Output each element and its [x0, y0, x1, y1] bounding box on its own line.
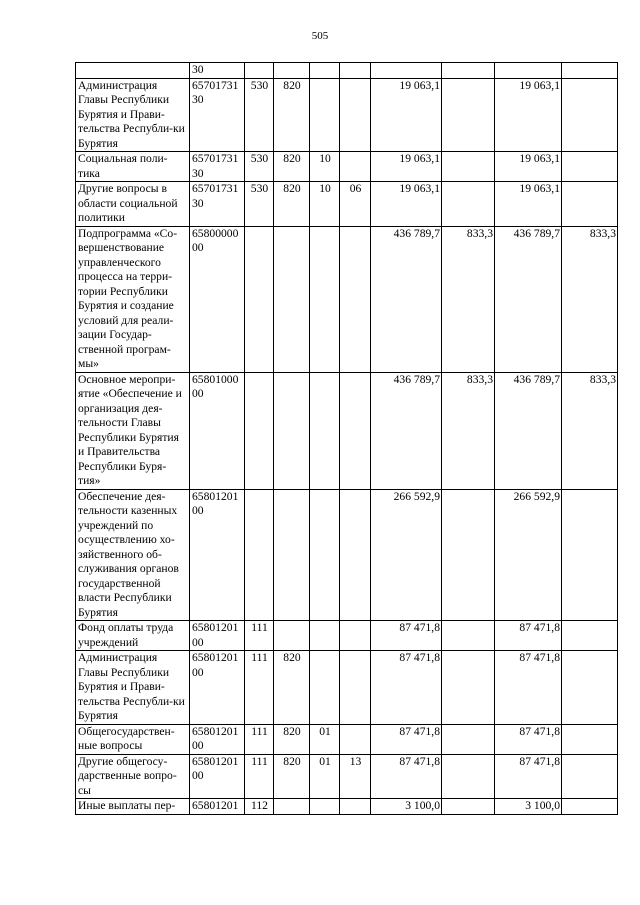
federal-amount-cell [442, 152, 495, 182]
ministry-code-cell [274, 489, 310, 621]
section-cell [310, 651, 340, 725]
subsection-cell [340, 226, 371, 372]
amount-cell [495, 63, 562, 79]
target-code-cell [190, 651, 245, 725]
section-cell [310, 489, 340, 621]
amount-cell: 19 063,1 [371, 182, 442, 227]
expense-type-cell: 111 [245, 724, 274, 754]
row-name-cell: Подпрограмма «Со-вершенствование управленческого процесса на терри-тории Республики Бурятия и создание условий для реали-зации Государ-ственной програм-мы» [76, 226, 190, 372]
code-part: 65801201 [192, 651, 239, 664]
page-number: 505 [311, 30, 329, 42]
table-row [76, 226, 618, 372]
federal-amount-cell [562, 152, 618, 182]
code-part: 65701731 [192, 152, 239, 165]
subsection-cell [340, 651, 371, 725]
subsection-cell [340, 152, 371, 182]
code-part: 30 [192, 196, 204, 210]
code-part: 30 [192, 166, 204, 180]
amount-cell: 87 471,8 [495, 651, 562, 725]
federal-amount-cell [442, 754, 495, 799]
code-part: 00 [192, 504, 204, 517]
expense-type-cell: 112 [245, 799, 274, 815]
expense-type-cell [245, 372, 274, 489]
section-cell: 10 [310, 152, 340, 182]
amount-cell: 436 789,7 [495, 372, 562, 489]
code-part: 65701731 [192, 182, 239, 195]
subsection-cell [340, 63, 371, 79]
expense-type-cell: 530 [245, 78, 274, 152]
federal-amount-cell [562, 724, 618, 754]
code-part: 65701731 [192, 78, 239, 92]
table-row [76, 78, 618, 152]
code-part: 65801000 [192, 372, 239, 386]
subsection-cell [340, 724, 371, 754]
code-part: 00 [192, 635, 204, 649]
target-code-cell [190, 152, 245, 182]
amount-cell: 87 471,8 [495, 621, 562, 651]
row-name-cell: Иные выплаты пер- [76, 799, 190, 815]
federal-amount-cell [562, 78, 618, 152]
ministry-code-cell [274, 226, 310, 372]
section-cell [310, 63, 340, 79]
row-name-cell: Фонд оплаты труда учреждений [76, 621, 190, 651]
subsection-cell [340, 799, 371, 815]
target-code-cell [190, 78, 245, 152]
target-code-cell [190, 621, 245, 651]
federal-amount-cell [442, 724, 495, 754]
row-name-cell: Основное меропри-ятие «Обеспечение и организация дея-тельности Главы Республики Бурятия и Правительства Республики Буря-тия» [76, 372, 190, 489]
federal-amount-cell: 833,3 [442, 372, 495, 489]
target-code-cell [190, 226, 245, 372]
row-name-cell: Обеспечение дея-тельности казенных учреждений по осуществлению хо-зяйственного об-служивания органов государственной власти Республики Бурятия [76, 489, 190, 621]
amount-cell: 87 471,8 [371, 724, 442, 754]
code-part: 00 [192, 739, 204, 752]
federal-amount-cell: 833,3 [442, 226, 495, 372]
code-part: 65801201 [192, 754, 239, 768]
subsection-cell [340, 78, 371, 152]
ministry-code-cell [274, 621, 310, 651]
table-row [76, 372, 618, 489]
amount-cell: 436 789,7 [371, 372, 442, 489]
table-row [76, 651, 618, 725]
target-code-cell [190, 372, 245, 489]
table-row [76, 621, 618, 651]
section-cell [310, 799, 340, 815]
row-name-cell: Администрация Главы Республики Бурятия и Прави-тельства Республи-ки Бурятия [76, 651, 190, 725]
federal-amount-cell [562, 63, 618, 79]
row-name-cell: Социальная поли-тика [76, 152, 190, 182]
subsection-cell: 13 [340, 754, 371, 799]
ministry-code-cell: 820 [274, 182, 310, 227]
code-part: 30 [192, 93, 204, 106]
row-name-cell [76, 63, 190, 79]
federal-amount-cell [562, 489, 618, 621]
federal-amount-cell: 833,3 [562, 226, 618, 372]
expense-type-cell [245, 489, 274, 621]
table-row [76, 152, 618, 182]
section-cell: 01 [310, 724, 340, 754]
row-name-cell: Другие вопросы в области социальной политики [76, 182, 190, 227]
subsection-cell [340, 621, 371, 651]
expense-type-cell: 111 [245, 621, 274, 651]
federal-amount-cell [442, 182, 495, 227]
table-row [76, 799, 618, 815]
section-cell [310, 621, 340, 651]
ministry-code-cell: 820 [274, 754, 310, 799]
federal-amount-cell [442, 78, 495, 152]
ministry-code-cell [274, 63, 310, 79]
federal-amount-cell [562, 621, 618, 651]
code-part: 65801201 [192, 489, 239, 503]
amount-cell: 87 471,8 [495, 724, 562, 754]
table-body [76, 63, 618, 815]
section-cell: 01 [310, 754, 340, 799]
amount-cell: 266 592,9 [495, 489, 562, 621]
subsection-cell [340, 372, 371, 489]
target-code-cell [190, 182, 245, 227]
ministry-code-cell: 820 [274, 78, 310, 152]
federal-amount-cell [442, 651, 495, 725]
amount-cell: 87 471,8 [371, 621, 442, 651]
target-code-cell [190, 754, 245, 799]
section-cell [310, 226, 340, 372]
code-part: 30 [192, 63, 204, 76]
code-part: 00 [192, 241, 204, 254]
code-part: 65800000 [192, 226, 239, 240]
ministry-code-cell [274, 799, 310, 815]
section-cell [310, 78, 340, 152]
ministry-code-cell: 820 [274, 651, 310, 725]
federal-amount-cell [442, 621, 495, 651]
federal-amount-cell [442, 63, 495, 79]
amount-cell: 19 063,1 [495, 78, 562, 152]
expense-type-cell: 111 [245, 754, 274, 799]
amount-cell: 3 100,0 [371, 799, 442, 815]
amount-cell: 87 471,8 [495, 754, 562, 799]
amount-cell: 87 471,8 [371, 754, 442, 799]
target-code-cell [190, 489, 245, 621]
amount-cell: 87 471,8 [371, 651, 442, 725]
table-row [76, 489, 618, 621]
ministry-code-cell: 820 [274, 724, 310, 754]
expense-type-cell: 530 [245, 152, 274, 182]
amount-cell: 3 100,0 [495, 799, 562, 815]
expense-type-cell: 111 [245, 651, 274, 725]
amount-cell: 436 789,7 [495, 226, 562, 372]
code-part: 00 [192, 769, 204, 782]
federal-amount-cell [442, 799, 495, 815]
federal-amount-cell: 833,3 [562, 372, 618, 489]
federal-amount-cell [562, 754, 618, 799]
expense-type-cell [245, 63, 274, 79]
code-part: 65801201 [192, 621, 239, 634]
federal-amount-cell [562, 651, 618, 725]
target-code-cell [190, 799, 245, 815]
row-name-cell: Общегосударствен-ные вопросы [76, 724, 190, 754]
target-code-cell [190, 63, 245, 79]
federal-amount-cell [442, 489, 495, 621]
federal-amount-cell [562, 799, 618, 815]
table-row [76, 724, 618, 754]
amount-cell: 19 063,1 [371, 78, 442, 152]
budget-table [75, 62, 618, 815]
subsection-cell: 06 [340, 182, 371, 227]
amount-cell [371, 63, 442, 79]
subsection-cell [340, 489, 371, 621]
row-name-cell: Администрация Главы Республики Бурятия и Прави-тельства Республи-ки Бурятия [76, 78, 190, 152]
target-code-cell [190, 724, 245, 754]
table-row [76, 182, 618, 227]
amount-cell: 19 063,1 [495, 182, 562, 227]
amount-cell: 19 063,1 [371, 152, 442, 182]
code-part: 00 [192, 665, 204, 679]
code-part: 65801201 [192, 799, 239, 812]
table-row [76, 754, 618, 799]
code-part: 00 [192, 387, 204, 400]
amount-cell: 436 789,7 [371, 226, 442, 372]
federal-amount-cell [562, 182, 618, 227]
ministry-code-cell [274, 372, 310, 489]
section-cell [310, 372, 340, 489]
expense-type-cell [245, 226, 274, 372]
code-part: 65801201 [192, 724, 239, 738]
amount-cell: 266 592,9 [371, 489, 442, 621]
expense-type-cell: 530 [245, 182, 274, 227]
amount-cell: 19 063,1 [495, 152, 562, 182]
table-row [76, 63, 618, 79]
section-cell: 10 [310, 182, 340, 227]
ministry-code-cell: 820 [274, 152, 310, 182]
row-name-cell: Другие общегосу-дарственные вопро-сы [76, 754, 190, 799]
